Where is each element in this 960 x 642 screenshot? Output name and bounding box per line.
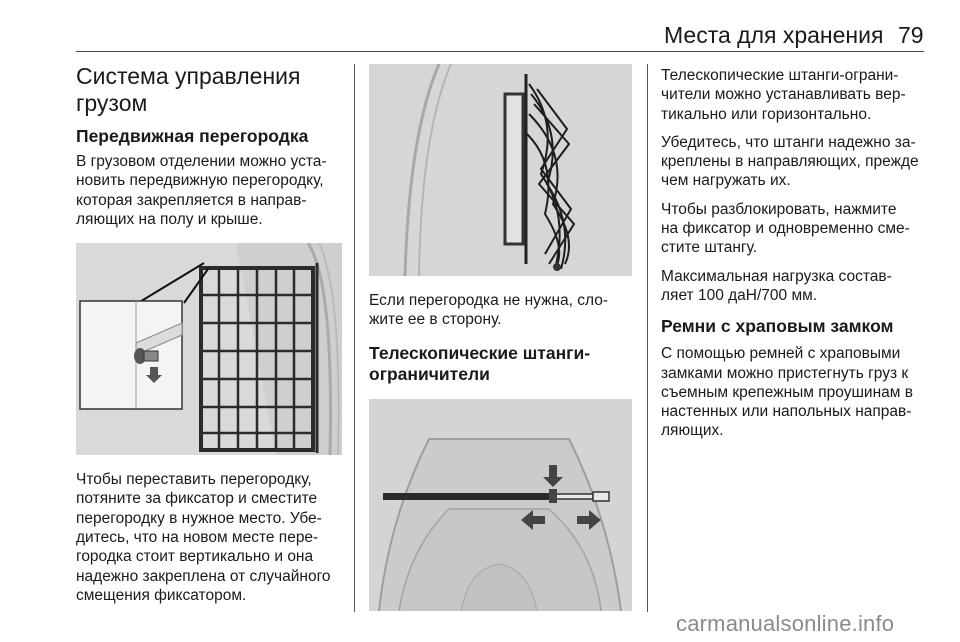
paragraph-2: Убедитесь, что штанги надежно за- креплены в направляющих, прежде чем нагружать их. — [661, 133, 919, 190]
column-divider-2 — [647, 64, 648, 612]
ratchet-paragraph: С помощью ремней с храповыми замками можно пристегнуть груз к съемным крепежным проушинам в настенных или напольных направ- ляющих. — [661, 345, 913, 440]
caption-paragraph: Если перегородка не нужна, сло- жите ее в сторону. — [369, 292, 608, 329]
subheading-ratchet-straps: Ремни с храповым замком — [661, 316, 894, 337]
column-divider-1 — [354, 64, 355, 612]
paragraph-1: Телескопические штанги-ограни- чители можно устанавливать вер- тикально или горизонтально. — [661, 67, 906, 123]
column-1 — [76, 60, 342, 605]
subheading-telescopic-bars: Телескопические штанги- ограничители — [369, 342, 591, 384]
section-title: Места для хранения — [664, 22, 884, 48]
intro-paragraph: В грузовом отделении можно уста- новить передвижную перегородку, которая закрепляется в направ- ляющих на полу и крыше. — [76, 153, 327, 228]
paragraph-3: Чтобы разблокировать, нажмите на фиксатор и одновременно сме- стите штангу. — [661, 200, 910, 257]
page-number: 79 — [898, 22, 924, 48]
column-2 — [369, 60, 632, 611]
header-divider — [76, 51, 924, 52]
column-3 — [661, 60, 936, 441]
section-heading: Система управления грузом — [76, 63, 301, 116]
partition-illustration — [76, 243, 342, 455]
folded-partition-illustration — [369, 64, 632, 276]
telescopic-bar-illustration — [369, 399, 632, 611]
watermark: carmanualsonline.info — [676, 611, 895, 636]
subheading-partition: Передвижная перегородка — [76, 126, 309, 146]
body-paragraph: Чтобы переставить перегородку, потяните за фиксатор и сместите перегородку в нужное место. Убе- дитесь, что на новом месте пере- городка стоит вертикально и она надежно закреплена от случайного смещения фиксатором. — [76, 471, 331, 604]
paragraph-4: Максимальная нагрузка состав- ляет 100 даН/700 мм. — [661, 267, 892, 304]
